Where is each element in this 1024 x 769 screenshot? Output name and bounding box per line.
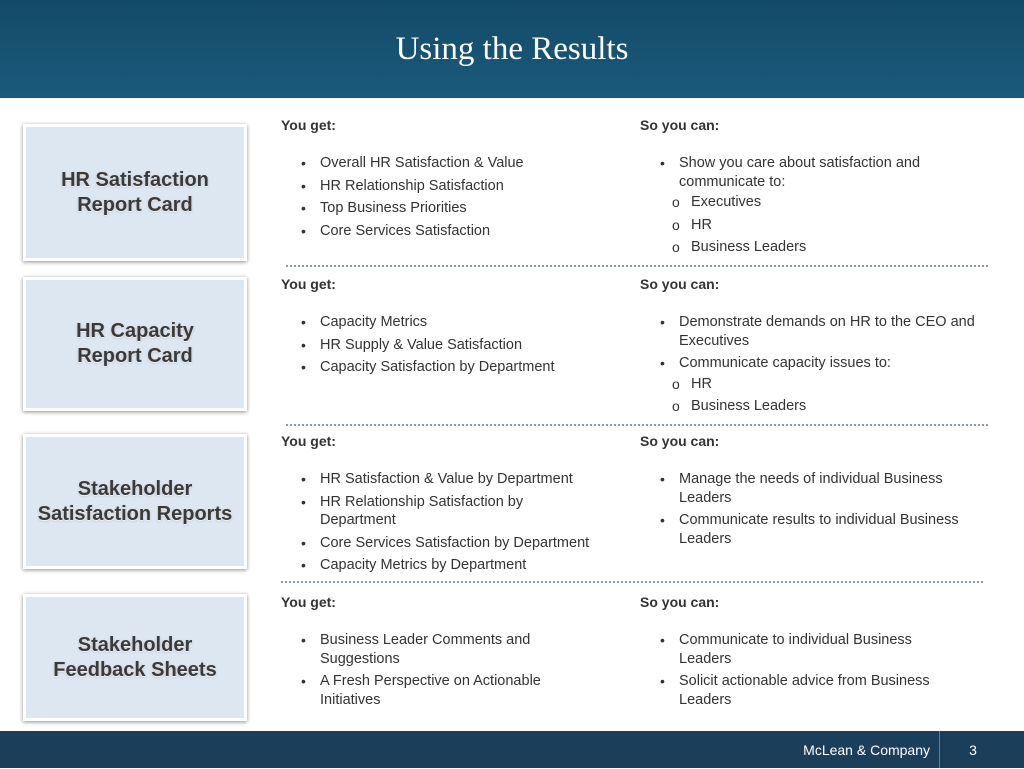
card-title: HR Satisfaction Report Card: [61, 168, 209, 216]
so-you-can-heading: So you can:: [640, 594, 720, 610]
you-get-list: [281, 470, 621, 575]
card-stakeholder-feedback-sheets: [23, 594, 247, 721]
sub-list: [640, 193, 985, 257]
sub-list-item: o HR: [640, 216, 985, 235]
slide-header: [0, 0, 1024, 98]
section-divider: [281, 581, 983, 583]
list-item: • Capacity Satisfaction by Department: [281, 358, 621, 377]
so-you-can-column: [640, 116, 985, 261]
sub-list: [640, 375, 985, 416]
slide-title: Using the Results: [395, 31, 629, 67]
list-item: • Capacity Metrics: [281, 313, 621, 332]
so-you-can-list: [640, 631, 985, 709]
sub-list-item: o Business Leaders: [640, 238, 985, 257]
so-you-can-list: [640, 154, 985, 257]
you-get-heading: You get:: [281, 276, 336, 292]
card-hr-capacity-report-card: [23, 277, 247, 411]
list-item-text: Show you care about satisfaction and communicate to:: [679, 155, 921, 190]
list-item: • Top Business Priorities: [281, 199, 621, 218]
so-you-can-heading: So you can:: [640, 433, 720, 449]
list-item: • Core Services Satisfaction: [281, 222, 621, 241]
list-item-text: Communicate capacity issues to:: [679, 355, 891, 371]
you-get-list: [281, 631, 621, 709]
list-item: • HR Relationship Satisfaction by Department: [281, 493, 621, 530]
sub-list-item: o HR: [640, 375, 985, 394]
so-you-can-heading: So you can:: [640, 276, 720, 292]
you-get-heading: You get:: [281, 594, 336, 610]
so-you-can-column: [640, 432, 985, 552]
so-you-can-heading: So you can:: [640, 117, 720, 133]
list-item: • HR Relationship Satisfaction: [281, 177, 621, 196]
slide-footer: [0, 731, 1024, 768]
you-get-column: [281, 593, 621, 713]
you-get-heading: You get:: [281, 433, 336, 449]
card-stakeholder-satisfaction-reports: [23, 434, 247, 569]
list-item: • Capacity Metrics by Department: [281, 556, 621, 575]
page-number: 3: [969, 742, 977, 758]
list-item: • Core Services Satisfaction by Department: [281, 534, 621, 553]
company-name: McLean & Company: [803, 742, 930, 758]
so-you-can-list: [640, 313, 985, 416]
list-item: • Overall HR Satisfaction & Value: [281, 154, 621, 173]
card-title: Stakeholder Feedback Sheets: [53, 633, 217, 681]
list-item: [640, 154, 985, 257]
list-item: [640, 354, 985, 416]
you-get-column: [281, 432, 621, 579]
card-hr-satisfaction-report-card: [23, 124, 247, 261]
so-you-can-column: [640, 593, 985, 713]
you-get-heading: You get:: [281, 117, 336, 133]
section-divider: [286, 265, 988, 267]
list-item: • Manage the needs of individual Business Leaders: [640, 470, 985, 507]
you-get-column: [281, 275, 621, 381]
you-get-column: [281, 116, 621, 244]
you-get-list: [281, 313, 621, 377]
card-title: Stakeholder Satisfaction Reports: [37, 477, 233, 525]
so-you-can-column: [640, 275, 985, 420]
list-item: • Communicate to individual Business Leaders: [640, 631, 985, 668]
sub-list-item: o Executives: [640, 193, 985, 212]
card-title: HR Capacity Report Card: [76, 320, 194, 367]
list-item: • HR Satisfaction & Value by Department: [281, 470, 621, 489]
list-item: • Business Leader Comments and Suggestions: [281, 631, 621, 668]
you-get-list: [281, 154, 621, 240]
section-divider: [286, 424, 988, 426]
so-you-can-list: [640, 470, 985, 548]
list-item: • Demonstrate demands on HR to the CEO and Executives: [640, 313, 985, 350]
list-item: • HR Supply & Value Satisfaction: [281, 336, 621, 355]
list-item: • A Fresh Perspective on Actionable Initiatives: [281, 672, 621, 709]
list-item: • Solicit actionable advice from Business Leaders: [640, 672, 985, 709]
list-item: • Communicate results to individual Business Leaders: [640, 511, 985, 548]
sub-list-item: o Business Leaders: [640, 397, 985, 416]
